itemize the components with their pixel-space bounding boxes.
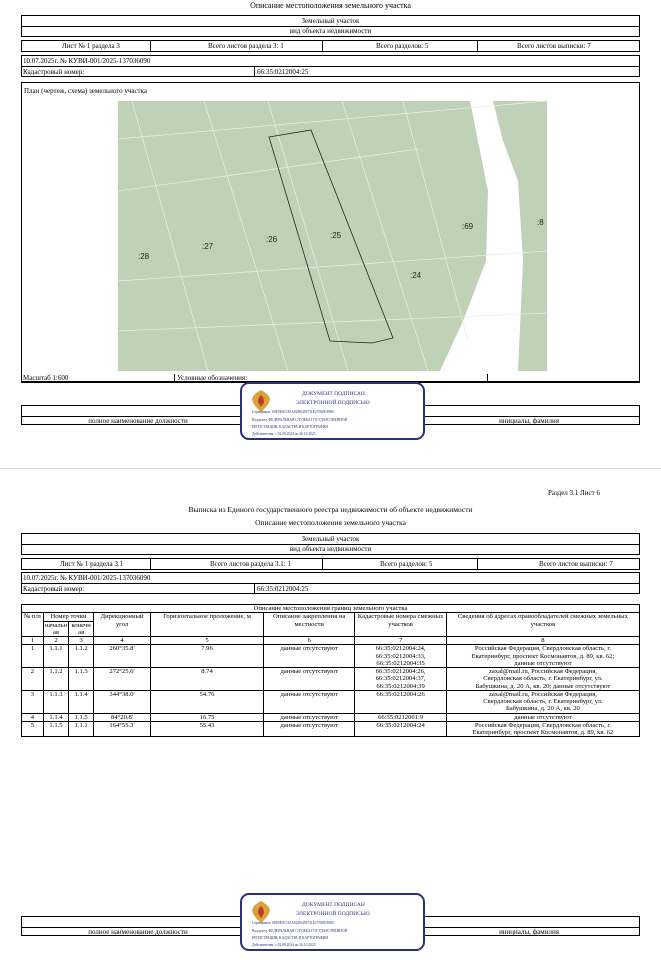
table-row bbox=[22, 645, 640, 668]
cell-angle: 84°20.8' bbox=[94, 713, 151, 721]
sheet-info-row bbox=[21, 558, 640, 570]
cell-angle: 164°55.3' bbox=[94, 721, 151, 737]
page-header: Описание местоположения земельного участка bbox=[250, 1, 411, 10]
column-index: 3 bbox=[69, 637, 94, 645]
owner-line: Свердловская область, г. Екатеринбург, ул. bbox=[483, 675, 603, 683]
plan-frame bbox=[21, 82, 640, 382]
cell-n: 4 bbox=[22, 713, 44, 721]
sections-total: Всего разделов: 5 bbox=[380, 560, 433, 568]
position-label: полное наименование должности bbox=[88, 928, 188, 936]
stamp-validity: Действителен: с 02.08.2024 по 26.10.2025 bbox=[252, 943, 316, 947]
adjacent-number: 66:35:0212004:24 bbox=[376, 721, 425, 729]
owner-line: данные отсутствуют bbox=[514, 713, 572, 721]
column-index: 8 bbox=[446, 637, 639, 645]
owner-line: Екатеринбург, проспект Космонавтов, д. 89, кв. 62; bbox=[471, 652, 615, 660]
owner-line: Екатеринбург, проспект Космонавтов, д. 89, кв. 62 bbox=[472, 729, 614, 736]
extract-date-number: 10.07.2025г. № КУВИ-001/2025-137036090 bbox=[23, 57, 151, 65]
table-row bbox=[22, 721, 640, 737]
column-index: 7 bbox=[355, 637, 446, 645]
sheet-number: Лист № 1 раздела 3 bbox=[62, 42, 120, 50]
cell-own bbox=[446, 645, 639, 668]
page-divider bbox=[0, 468, 661, 469]
cell-end: 1.1.3 bbox=[69, 668, 94, 691]
cell-angle: 344°38.0' bbox=[94, 690, 151, 713]
sheets-in-section: Всего листов раздела 3.1: 1 bbox=[210, 560, 291, 568]
column-index-row bbox=[22, 637, 640, 645]
column-index: 5 bbox=[150, 637, 263, 645]
stamp-title: ДОКУМЕНТ ПОДПИСАН bbox=[302, 902, 365, 908]
cell-adj bbox=[355, 645, 446, 668]
stamp-certificate: Сертификат: 00F9E0C181A02D6459731E2576EEF880 bbox=[252, 410, 334, 414]
map-label: :24 bbox=[410, 271, 422, 280]
map-label: :8 bbox=[537, 218, 544, 227]
sheets-in-section: Всего листов раздела 3: 1 bbox=[208, 42, 284, 50]
table-row bbox=[22, 690, 640, 713]
stamp-certificate: Сертификат: 00F9E0C181A02D6459731E2576EEF880 bbox=[252, 921, 334, 925]
cell-angle: 260°35.8' bbox=[94, 645, 151, 668]
owner-line: данные отсутствуют bbox=[514, 659, 572, 667]
cell-start: 1.1.2 bbox=[43, 668, 68, 691]
sheet-number: Лист № 1 раздела 3.1 bbox=[60, 560, 124, 568]
cell-start: 1.1.1 bbox=[43, 645, 68, 668]
cell-end: 1.1.1 bbox=[69, 721, 94, 737]
table-row bbox=[22, 713, 640, 721]
initials-label: инициалы, фамилия bbox=[499, 928, 559, 936]
col-fixing-header: Описание закрепления на местности bbox=[264, 613, 355, 637]
owner-line: zaxal@mail.ru, Российская Федерация, bbox=[488, 668, 597, 675]
cell-fix: данные отсутствуют bbox=[264, 668, 355, 691]
cell-fix: данные отсутствуют bbox=[264, 721, 355, 737]
owner-line: Бабушкина, д. 20 А, кв. 20 bbox=[505, 705, 580, 713]
adjacent-number: 66:35:0212004:24, bbox=[375, 645, 426, 653]
extract-subtitle: Описание местоположения земельного участка bbox=[255, 518, 406, 527]
object-kind: вид объекта недвижимости bbox=[289, 545, 372, 553]
plan-title: План (чертеж, схема) земельного участка bbox=[24, 87, 148, 95]
table-row bbox=[22, 668, 640, 691]
cell-fix: данные отсутствуют bbox=[264, 713, 355, 721]
cell-own bbox=[446, 713, 639, 721]
sections-total: Всего разделов: 5 bbox=[376, 42, 429, 50]
stamp-subtitle: ЭЛЕКТРОННОЙ ПОДПИСЬЮ bbox=[296, 400, 370, 406]
cadastral-number: 66:35:0212004:25 bbox=[257, 585, 309, 593]
adjacent-number: 66:35:0212004:37, bbox=[375, 675, 426, 683]
cell-n: 2 bbox=[22, 668, 44, 691]
boundary-table bbox=[21, 604, 640, 737]
cell-fix: данные отсутствуют bbox=[264, 690, 355, 713]
object-type-box bbox=[21, 15, 640, 37]
col-owners-header: Сведения об адресах правообладателей смежных земельных участков bbox=[446, 613, 639, 637]
sheets-total: Всего листов выписки: 7 bbox=[539, 560, 613, 568]
column-index: 1 bbox=[22, 637, 44, 645]
page-2 bbox=[0, 470, 661, 960]
column-index: 2 bbox=[43, 637, 68, 645]
adjacent-number: 66:35:0212004:39 bbox=[376, 682, 425, 690]
map-label: :25 bbox=[330, 231, 342, 240]
owner-line: Российская Федерация, Свердловская область, г. bbox=[474, 645, 611, 653]
cell-angle: 272°25.6' bbox=[94, 668, 151, 691]
map-scale: Масштаб 1:600 bbox=[23, 374, 69, 382]
cell-own bbox=[446, 690, 639, 713]
cadastral-label: Кадастровый номер: bbox=[23, 585, 85, 593]
owner-line: Свердловская область, г. Екатеринбург, ул. bbox=[483, 698, 603, 705]
col-length-header: Горизонтальное проложение, м bbox=[150, 613, 263, 637]
position-label: полное наименование должности bbox=[88, 417, 188, 425]
stamp-subtitle: ЭЛЕКТРОННОЙ ПОДПИСЬЮ bbox=[296, 911, 370, 917]
col-direction-header: Дирекционный угол bbox=[94, 613, 151, 637]
cell-length: 7.96 bbox=[150, 645, 263, 668]
page-1 bbox=[0, 0, 661, 470]
legend-label: Условные обозначения: bbox=[177, 374, 248, 382]
cell-end: 1.1.4 bbox=[69, 690, 94, 713]
table-title: Описание местоположения границ земельного участка bbox=[22, 605, 640, 613]
object-type: Земельный участок bbox=[301, 535, 360, 543]
cadastral-label: Кадастровый номер: bbox=[23, 68, 85, 76]
object-kind: вид объекта недвижимости bbox=[289, 27, 372, 35]
adjacent-number: 66:35:0212004:26, bbox=[375, 668, 426, 675]
owner-line: Бабушкина, д. 20 А, кв. 20; данные отсутствуют bbox=[475, 682, 611, 690]
col-end-header: конечн ая bbox=[69, 621, 94, 637]
sheets-total: Всего листов выписки: 7 bbox=[517, 42, 591, 50]
col-num-header: № п/п bbox=[22, 613, 44, 637]
cell-adj bbox=[355, 690, 446, 713]
sheet-info-row bbox=[21, 40, 640, 52]
cell-adj bbox=[355, 713, 446, 721]
date-number-row bbox=[21, 55, 640, 77]
owner-line: Российская Федерация, Свердловская область, г. bbox=[474, 721, 611, 729]
stamp-owner: Владелец: ФЕДЕРАЛЬНАЯ СЛУЖБА ГОСУДАРСТВЕННОЙ bbox=[252, 929, 348, 933]
owner-line: zaxal@mail.ru, Российская Федерация, bbox=[488, 690, 597, 698]
stamp-owner: Владелец: ФЕДЕРАЛЬНАЯ СЛУЖБА ГОСУДАРСТВЕННОЙ bbox=[252, 418, 348, 422]
stamp-validity: Действителен: с 02.08.2024 по 26.10.2025 bbox=[252, 432, 316, 436]
cell-n: 1 bbox=[22, 645, 44, 668]
adjacent-number: 66:35:0212004:35 bbox=[376, 659, 425, 667]
column-index: 6 bbox=[264, 637, 355, 645]
col-points-header: Номер точки bbox=[43, 613, 93, 621]
col-adjacent-header: Кадастровые номера смежных участков bbox=[355, 613, 446, 637]
cell-own bbox=[446, 721, 639, 737]
cell-own bbox=[446, 668, 639, 691]
section-info: Раздел 3.1 Лист 6 bbox=[548, 489, 600, 497]
cell-length: 54.76 bbox=[150, 690, 263, 713]
stamp-owner-2: РЕГИСТРАЦИИ, КАДАСТРА И КАРТОГРАФИИ bbox=[252, 425, 328, 429]
map-label: :69 bbox=[462, 222, 474, 231]
cell-length: 16.75 bbox=[150, 713, 263, 721]
cadastral-number: 66:35:0212004:25 bbox=[257, 68, 309, 76]
cell-fix: данные отсутствуют bbox=[264, 645, 355, 668]
cell-start: 1.1.3 bbox=[43, 690, 68, 713]
cell-end: 1.1.5 bbox=[69, 713, 94, 721]
e-signature-stamp bbox=[240, 893, 425, 951]
cell-n: 5 bbox=[22, 721, 44, 737]
adjacent-number: 66:35:0212004:33, bbox=[375, 652, 426, 660]
col-start-header: начальн ая bbox=[44, 621, 68, 636]
extract-title: Выписка из Единого государственного реестра недвижимости об объекте недвижимости bbox=[188, 505, 473, 514]
cadastral-map bbox=[118, 101, 547, 371]
stamp-owner-2: РЕГИСТРАЦИИ, КАДАСТРА И КАРТОГРАФИИ bbox=[252, 936, 328, 940]
cell-adj bbox=[355, 668, 446, 691]
object-type: Земельный участок bbox=[301, 17, 360, 25]
cell-start: 1.1.4 bbox=[43, 713, 68, 721]
adjacent-number: 66:35:0212004:26 bbox=[376, 690, 425, 698]
initials-label: инициалы, фамилия bbox=[499, 417, 559, 425]
map-label: :28 bbox=[138, 252, 150, 261]
cell-length: 55.43 bbox=[150, 721, 263, 737]
map-label: :27 bbox=[202, 242, 214, 251]
column-index: 4 bbox=[94, 637, 151, 645]
cell-end: 1.1.2 bbox=[69, 645, 94, 668]
extract-date-number: 10.07.2025г. № КУВИ-001/2025-137036090 bbox=[23, 574, 151, 582]
e-signature-stamp bbox=[240, 382, 425, 440]
stamp-title: ДОКУМЕНТ ПОДПИСАН bbox=[302, 391, 365, 397]
adjacent-number: 66:35:0212001:9 bbox=[378, 713, 424, 721]
cell-adj bbox=[355, 721, 446, 737]
cell-start: 1.1.5 bbox=[43, 721, 68, 737]
object-type-box bbox=[21, 533, 640, 555]
date-number-row bbox=[21, 572, 640, 594]
map-label: :26 bbox=[266, 235, 278, 244]
cell-length: 8.74 bbox=[150, 668, 263, 691]
cell-n: 3 bbox=[22, 690, 44, 713]
